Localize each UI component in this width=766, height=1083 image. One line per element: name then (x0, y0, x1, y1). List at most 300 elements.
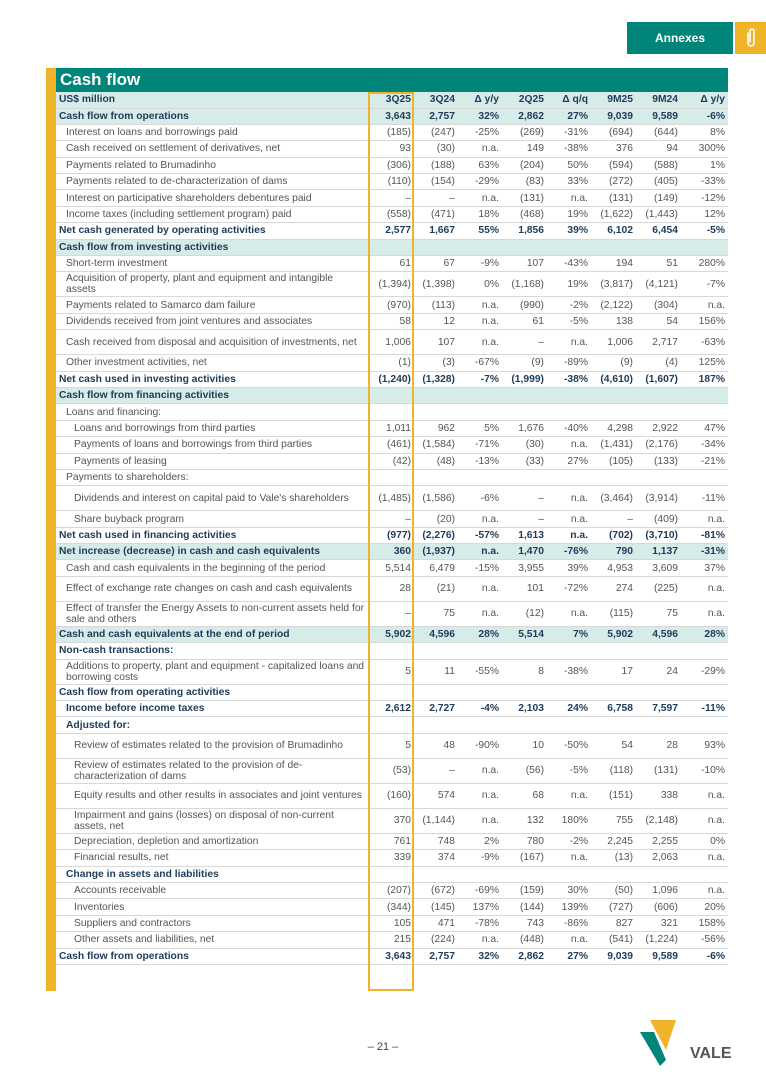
value-cell: n.a. (458, 601, 502, 626)
value-cell: (471) (414, 206, 458, 222)
value-cell: 2,862 (502, 948, 547, 964)
value-cell: 6,102 (591, 223, 636, 239)
table-row (56, 560, 728, 576)
value-cell: -6% (458, 486, 502, 511)
value-cell: (269) (502, 124, 547, 140)
value-cell: 9,589 (636, 108, 681, 124)
row-label: Other investment activities, net (56, 355, 368, 371)
value-cell: (1,240) (368, 371, 414, 387)
row-label: Equity results and other results in associates and joint ventures (56, 783, 368, 808)
table-row (56, 866, 728, 882)
value-cell: (9) (591, 355, 636, 371)
value-cell: 105 (368, 915, 414, 931)
cash-flow-table (56, 92, 728, 965)
table-row (56, 899, 728, 915)
value-cell: 2,727 (414, 701, 458, 717)
value-cell: n.a. (681, 850, 728, 866)
table-row (56, 313, 728, 329)
value-cell: 4,953 (591, 560, 636, 576)
value-cell (636, 717, 681, 733)
paperclip-icon-graphic (744, 27, 758, 49)
value-cell: n.a. (681, 576, 728, 601)
row-label: Cash received from disposal and acquisition of investments, net (56, 330, 368, 355)
table-row (56, 141, 728, 157)
row-label: Interest on loans and borrowings paid (56, 124, 368, 140)
value-cell: 300% (681, 141, 728, 157)
value-cell: 7,597 (636, 701, 681, 717)
value-cell: 156% (681, 313, 728, 329)
value-cell: 1,856 (502, 223, 547, 239)
left-accent-bar (46, 92, 56, 991)
value-cell: -63% (681, 330, 728, 355)
value-cell: (13) (591, 850, 636, 866)
value-cell: -2% (547, 297, 591, 313)
value-cell: 18% (458, 206, 502, 222)
value-cell: 93% (681, 733, 728, 758)
value-cell: 6,479 (414, 560, 458, 576)
value-cell (636, 404, 681, 420)
value-cell: n.a. (458, 808, 502, 833)
value-cell: 5% (458, 420, 502, 436)
value-cell (591, 684, 636, 700)
value-cell: n.a. (458, 932, 502, 948)
table-row (56, 659, 728, 684)
value-cell: 32% (458, 108, 502, 124)
value-cell (414, 866, 458, 882)
value-cell: (2,176) (636, 437, 681, 453)
value-cell: -76% (547, 544, 591, 560)
value-cell: -13% (458, 453, 502, 469)
value-cell: n.a. (681, 883, 728, 899)
value-cell (547, 404, 591, 420)
value-cell (681, 404, 728, 420)
value-cell: (4,610) (591, 371, 636, 387)
row-label: Accounts receivable (56, 883, 368, 899)
value-cell: -6% (681, 948, 728, 964)
row-label: Depreciation, depletion and amortization (56, 833, 368, 849)
value-cell: 20% (681, 899, 728, 915)
value-cell: 32% (458, 948, 502, 964)
value-cell: 194 (591, 256, 636, 272)
value-cell: n.a. (458, 576, 502, 601)
value-cell: 2,612 (368, 701, 414, 717)
table-row (56, 576, 728, 601)
value-cell: n.a. (458, 544, 502, 560)
value-cell (636, 866, 681, 882)
row-label: Net cash generated by operating activities (56, 223, 368, 239)
value-cell: (541) (591, 932, 636, 948)
value-cell: (118) (591, 758, 636, 783)
value-cell: (224) (414, 932, 458, 948)
value-cell: 0% (458, 272, 502, 297)
value-cell: 5,902 (368, 626, 414, 642)
value-cell: n.a. (458, 330, 502, 355)
value-cell: (558) (368, 206, 414, 222)
value-cell: 360 (368, 544, 414, 560)
value-cell: 19% (547, 272, 591, 297)
value-cell (591, 469, 636, 485)
value-cell: (594) (591, 157, 636, 173)
value-cell: 93 (368, 141, 414, 157)
row-label: Net increase (decrease) in cash and cash equivalents (56, 544, 368, 560)
value-cell: 27% (547, 108, 591, 124)
value-cell (368, 404, 414, 420)
table-row (56, 544, 728, 560)
value-cell: (167) (502, 850, 547, 866)
table-row (56, 420, 728, 436)
row-label: Cash and cash equivalents in the beginning of the period (56, 560, 368, 576)
value-cell: (3,464) (591, 486, 636, 511)
value-cell: -12% (681, 190, 728, 206)
value-cell: (1,328) (414, 371, 458, 387)
row-label: Net cash used in financing activities (56, 527, 368, 543)
value-cell: (30) (414, 141, 458, 157)
row-label: Review of estimates related to the provision of de-characterization of dams (56, 758, 368, 783)
value-cell (547, 469, 591, 485)
value-cell: 2,862 (502, 108, 547, 124)
value-cell: n.a. (681, 511, 728, 527)
row-label: Cash and cash equivalents at the end of period (56, 626, 368, 642)
value-cell: (3,710) (636, 527, 681, 543)
value-cell (636, 239, 681, 255)
value-cell: 33% (547, 174, 591, 190)
row-label: Cash flow from operations (56, 108, 368, 124)
table-row (56, 733, 728, 758)
row-label: Income before income taxes (56, 701, 368, 717)
value-cell: 338 (636, 783, 681, 808)
row-label: Payments related to Samarco dam failure (56, 297, 368, 313)
value-cell: 6,454 (636, 223, 681, 239)
value-cell: 39% (547, 223, 591, 239)
value-cell: (145) (414, 899, 458, 915)
value-cell (502, 684, 547, 700)
value-cell: – (414, 758, 458, 783)
value-cell: (970) (368, 297, 414, 313)
value-cell: -7% (458, 371, 502, 387)
value-cell (368, 469, 414, 485)
value-cell (547, 387, 591, 403)
row-label: Acquisition of property, plant and equipment and intangible assets (56, 272, 368, 297)
value-cell: 2,063 (636, 850, 681, 866)
value-cell: 10 (502, 733, 547, 758)
value-cell: 28% (458, 626, 502, 642)
column-header: 3Q25 (368, 92, 414, 108)
value-cell: (2,122) (591, 297, 636, 313)
value-cell: -31% (681, 544, 728, 560)
value-cell: (3) (414, 355, 458, 371)
value-cell (591, 239, 636, 255)
value-cell: 138 (591, 313, 636, 329)
value-cell: -15% (458, 560, 502, 576)
value-cell: -5% (547, 313, 591, 329)
value-cell (547, 684, 591, 700)
value-cell (414, 387, 458, 403)
value-cell: 5,514 (368, 560, 414, 576)
value-cell (414, 684, 458, 700)
value-cell: n.a. (547, 932, 591, 948)
row-label: Loans and borrowings from third parties (56, 420, 368, 436)
value-cell: n.a. (547, 511, 591, 527)
value-cell (458, 643, 502, 659)
value-cell: 1,613 (502, 527, 547, 543)
value-cell: 51 (636, 256, 681, 272)
table-row (56, 643, 728, 659)
table-row (56, 371, 728, 387)
row-label: Cash flow from operating activities (56, 684, 368, 700)
value-cell: (149) (636, 190, 681, 206)
value-cell: 58 (368, 313, 414, 329)
value-cell: -67% (458, 355, 502, 371)
row-label: Income taxes (including settlement program) paid (56, 206, 368, 222)
value-cell: 75 (414, 601, 458, 626)
value-cell: -6% (681, 108, 728, 124)
value-cell: 50% (547, 157, 591, 173)
value-cell: n.a. (458, 313, 502, 329)
value-cell: 790 (591, 544, 636, 560)
value-cell: 1,006 (368, 330, 414, 355)
table-row (56, 437, 728, 453)
value-cell: (185) (368, 124, 414, 140)
value-cell (458, 684, 502, 700)
value-cell: (1,622) (591, 206, 636, 222)
value-cell (502, 643, 547, 659)
value-cell: -86% (547, 915, 591, 931)
value-cell: (144) (502, 899, 547, 915)
row-label: Inventories (56, 899, 368, 915)
value-cell: (247) (414, 124, 458, 140)
value-cell: (448) (502, 932, 547, 948)
value-cell: (83) (502, 174, 547, 190)
value-cell: 180% (547, 808, 591, 833)
value-cell: (131) (502, 190, 547, 206)
section-title-bar (46, 68, 728, 92)
value-cell: (272) (591, 174, 636, 190)
value-cell: -29% (681, 659, 728, 684)
value-cell: -38% (547, 371, 591, 387)
value-cell: 61 (368, 256, 414, 272)
value-cell: (133) (636, 453, 681, 469)
value-cell: (20) (414, 511, 458, 527)
value-cell: 962 (414, 420, 458, 436)
value-cell (502, 866, 547, 882)
value-cell: 3,643 (368, 948, 414, 964)
value-cell: (1,398) (414, 272, 458, 297)
value-cell: (644) (636, 124, 681, 140)
table-row (56, 239, 728, 255)
value-cell (368, 717, 414, 733)
value-cell: -34% (681, 437, 728, 453)
value-cell: 2,103 (502, 701, 547, 717)
value-cell: -33% (681, 174, 728, 190)
table-row (56, 355, 728, 371)
table-row (56, 915, 728, 931)
table-row (56, 808, 728, 833)
value-cell: n.a. (458, 511, 502, 527)
value-cell: 9,039 (591, 108, 636, 124)
value-cell: 27% (547, 453, 591, 469)
value-cell (368, 387, 414, 403)
value-cell: 2,922 (636, 420, 681, 436)
value-cell: -40% (547, 420, 591, 436)
column-header: Δ y/y (681, 92, 728, 108)
value-cell: -11% (681, 486, 728, 511)
annexes-label: Annexes (654, 31, 706, 45)
value-cell: 37% (681, 560, 728, 576)
value-cell: -9% (458, 256, 502, 272)
vale-logo (640, 1020, 740, 1070)
value-cell (681, 684, 728, 700)
value-cell: n.a. (547, 527, 591, 543)
value-cell (502, 717, 547, 733)
value-cell (591, 717, 636, 733)
value-cell: (1,394) (368, 272, 414, 297)
value-cell (458, 717, 502, 733)
row-label: Payments related to Brumadinho (56, 157, 368, 173)
value-cell: n.a. (458, 190, 502, 206)
value-cell: 67 (414, 256, 458, 272)
value-cell: (12) (502, 601, 547, 626)
value-cell: (110) (368, 174, 414, 190)
paperclip-icon (735, 22, 766, 54)
value-cell: 5 (368, 659, 414, 684)
value-cell: 75 (636, 601, 681, 626)
table-row (56, 717, 728, 733)
value-cell: 24 (636, 659, 681, 684)
value-cell: (33) (502, 453, 547, 469)
value-cell: (409) (636, 511, 681, 527)
value-cell (681, 643, 728, 659)
value-cell (502, 387, 547, 403)
table-row (56, 157, 728, 173)
value-cell: 55% (458, 223, 502, 239)
value-cell: n.a. (547, 190, 591, 206)
header-label-cell: US$ million (56, 92, 368, 108)
value-cell (636, 684, 681, 700)
value-cell: n.a. (681, 783, 728, 808)
value-cell: 755 (591, 808, 636, 833)
value-cell: (115) (591, 601, 636, 626)
value-cell: (131) (591, 190, 636, 206)
value-cell: 1,470 (502, 544, 547, 560)
table-row (56, 387, 728, 403)
value-cell: 471 (414, 915, 458, 931)
value-cell: 149 (502, 141, 547, 157)
value-cell: 139% (547, 899, 591, 915)
table-row (56, 701, 728, 717)
value-cell: (977) (368, 527, 414, 543)
table-row (56, 174, 728, 190)
table-row (56, 601, 728, 626)
value-cell (368, 643, 414, 659)
value-cell (636, 469, 681, 485)
value-cell: 68 (502, 783, 547, 808)
value-cell (458, 239, 502, 255)
value-cell: 28% (681, 626, 728, 642)
table-row (56, 486, 728, 511)
value-cell (547, 239, 591, 255)
row-label: Net cash used in investing activities (56, 371, 368, 387)
value-cell: (606) (636, 899, 681, 915)
value-cell: 376 (591, 141, 636, 157)
value-cell: (3,817) (591, 272, 636, 297)
value-cell: -29% (458, 174, 502, 190)
value-cell: (48) (414, 453, 458, 469)
value-cell: (702) (591, 527, 636, 543)
value-cell: -90% (458, 733, 502, 758)
value-cell (414, 404, 458, 420)
value-cell: 54 (591, 733, 636, 758)
value-cell: (204) (502, 157, 547, 173)
value-cell: – (591, 511, 636, 527)
value-cell: (1,431) (591, 437, 636, 453)
table-row (56, 783, 728, 808)
value-cell: n.a. (458, 783, 502, 808)
value-cell: 6,758 (591, 701, 636, 717)
value-cell: 5 (368, 733, 414, 758)
row-label: Payments related to de-characterization of dams (56, 174, 368, 190)
table-body (56, 92, 728, 964)
row-label: Payments to shareholders: (56, 469, 368, 485)
value-cell: -38% (547, 659, 591, 684)
value-cell: -71% (458, 437, 502, 453)
value-cell: -43% (547, 256, 591, 272)
value-cell: – (414, 190, 458, 206)
value-cell: n.a. (458, 758, 502, 783)
row-label: Share buyback program (56, 511, 368, 527)
value-cell: 8% (681, 124, 728, 140)
value-cell (591, 643, 636, 659)
column-header: 3Q24 (414, 92, 458, 108)
value-cell (502, 404, 547, 420)
table-row (56, 527, 728, 543)
table-row (56, 404, 728, 420)
value-cell: 2,717 (636, 330, 681, 355)
value-cell: (344) (368, 899, 414, 915)
value-cell: 48 (414, 733, 458, 758)
value-cell: (1,485) (368, 486, 414, 511)
value-cell: n.a. (458, 141, 502, 157)
row-label: Cash flow from financing activities (56, 387, 368, 403)
row-label: Adjusted for: (56, 717, 368, 733)
value-cell (681, 239, 728, 255)
value-cell: -4% (458, 701, 502, 717)
value-cell: (1,586) (414, 486, 458, 511)
value-cell: 2,255 (636, 833, 681, 849)
value-cell: -69% (458, 883, 502, 899)
value-cell (458, 404, 502, 420)
value-cell: (405) (636, 174, 681, 190)
value-cell (681, 387, 728, 403)
value-cell: 27% (547, 948, 591, 964)
value-cell: (105) (591, 453, 636, 469)
table-row (56, 223, 728, 239)
value-cell: n.a. (681, 297, 728, 313)
value-cell: 4,596 (414, 626, 458, 642)
value-cell: (1,168) (502, 272, 547, 297)
row-label: Effect of transfer the Energy Assets to non-current assets held for sale and others (56, 601, 368, 626)
value-cell: 28 (636, 733, 681, 758)
value-cell: 132 (502, 808, 547, 833)
value-cell: 761 (368, 833, 414, 849)
value-cell: -78% (458, 915, 502, 931)
value-cell (414, 239, 458, 255)
value-cell: 374 (414, 850, 458, 866)
value-cell: 4,596 (636, 626, 681, 642)
value-cell: – (502, 330, 547, 355)
table-row (56, 883, 728, 899)
value-cell: (42) (368, 453, 414, 469)
value-cell: 5,902 (591, 626, 636, 642)
